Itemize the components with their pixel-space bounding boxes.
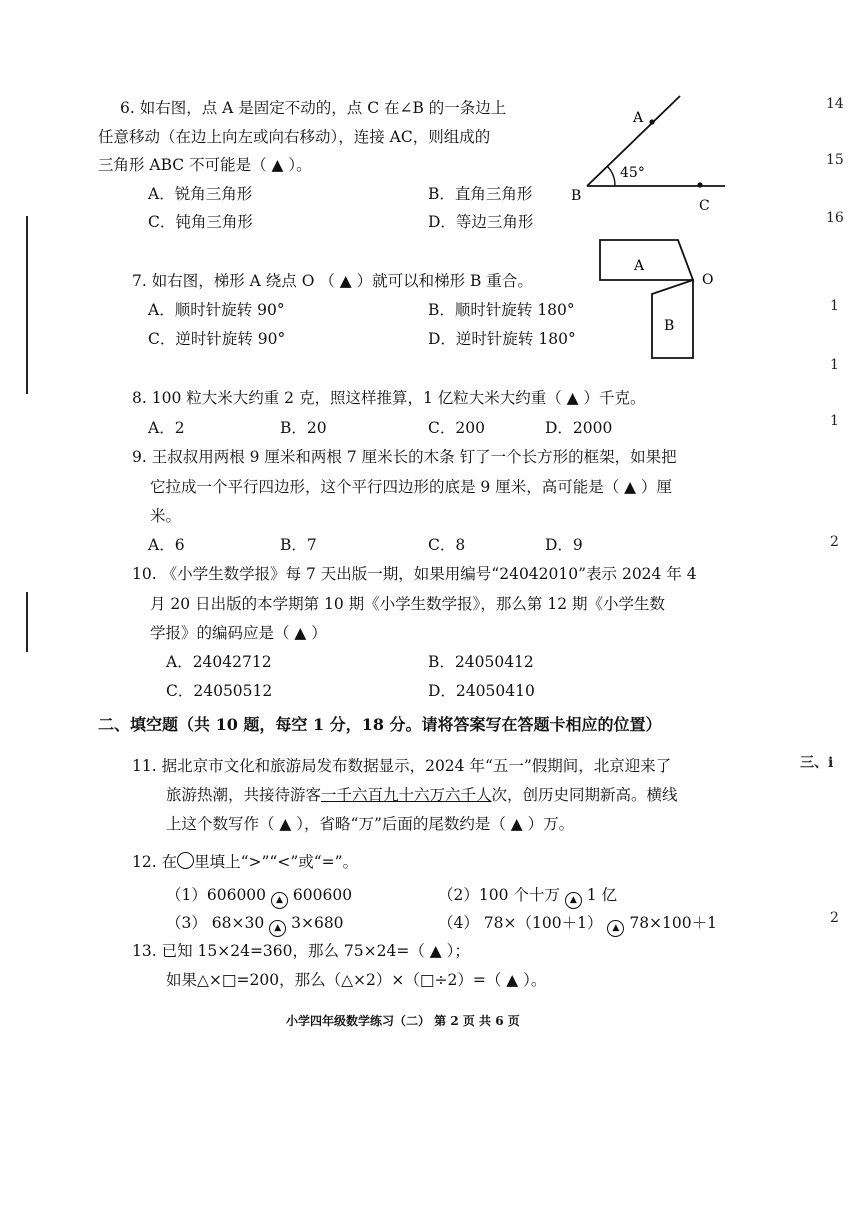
q12-item-2 [438, 885, 617, 909]
binding-bracket-bottom [26, 592, 28, 652]
q9-line-1: 9. 王叔叔用两根 9 厘米和两根 7 厘米长的木条 钉了一个长方形的框架，如果把 [132, 448, 677, 466]
q12-stem [132, 852, 358, 872]
q12-item-2-right: 1 亿 [586, 886, 618, 904]
q7-option-d: D．逆时针旋转 180° [428, 330, 576, 348]
q6-line-1: 6. 如右图，点 A 是固定不动的，点 C 在∠B 的一条边上 [120, 99, 507, 117]
q6-angle-figure [565, 90, 735, 220]
q8-option-b: B．20 [280, 419, 327, 437]
q11-underlined-number: 一千六百九十六万六千人 [321, 786, 492, 804]
q6-label-c: C [699, 198, 710, 214]
right-edge-fragment-1: 14 [826, 96, 844, 112]
q10-line-3: 学报》的编码应是（ ▲ ） [150, 624, 327, 642]
triangle-in-circle-icon: ▲ [271, 892, 288, 909]
triangle-in-circle-icon: ▲ [565, 892, 582, 909]
right-edge-fragment-3: 16 [826, 210, 844, 226]
q12-item-1-left: （1）606000 [166, 886, 267, 904]
q10-option-a: A．24042712 [166, 653, 272, 671]
right-edge-fragment-9: 2 [830, 910, 839, 926]
q6-line-3: 三角形 ABC 不可能是（ ▲ ）。 [98, 156, 312, 174]
q13-line-1: 13. 已知 15×24=360，那么 75×24=（ ▲ ）； [132, 942, 470, 960]
q7-option-a: A．顺时针旋转 90° [148, 301, 285, 319]
triangle-in-circle-icon: ▲ [269, 920, 286, 937]
q7-label-a: A [634, 258, 645, 274]
q12-item-4 [438, 913, 717, 937]
q7-option-c: C．逆时针旋转 90° [148, 330, 286, 348]
q6-option-a: A．锐角三角形 [148, 185, 253, 203]
q9-option-b: B．7 [280, 536, 317, 554]
q10-option-d: D．24050410 [428, 682, 535, 700]
q12-item-4-left: （4） 78×（100＋1） [438, 914, 603, 932]
q11-line-2-start: 旅游热潮，共接待游客 [166, 786, 322, 804]
q11-line-1: 11. 据北京市文化和旅游局发布数据显示，2024 年“五一”假期间，北京迎来了 [132, 757, 672, 775]
q6-label-b: B [571, 188, 582, 204]
q10-option-c: C．24050512 [166, 682, 273, 700]
q6-option-b: B．直角三角形 [428, 185, 533, 203]
q12-item-3-left: （3） 68×30 [166, 914, 265, 932]
q13-line-2: 如果△×□=200，那么（△×2）×（□÷2）=（ ▲ ）。 [166, 971, 547, 989]
right-edge-fragment-2: 15 [826, 152, 844, 168]
q8-line: 8. 100 粒大米大约重 2 克，照这样推算，1 亿粒大米大约重（ ▲ ）千克。 [132, 389, 646, 407]
q6-option-d: D．等边三角形 [428, 213, 534, 231]
q6-line-2: 任意移动（在边上向左或向右移动），连接 AC，则组成的 [98, 128, 491, 146]
q11-line-3: 上这个数写作（ ▲ ），省略“万”后面的尾数约是（ ▲ ）万。 [166, 815, 575, 833]
q10-line-2: 月 20 日出版的本学期第 10 期《小学生数学报》，那么第 12 期《小学生数 [150, 595, 665, 613]
q12-item-2-left: （2）100 个十万 [438, 886, 560, 904]
q10-line-1: 10. 《小学生数学报》每 7 天出版一期，如果用编号“24042010”表示 2024 年 4 [132, 565, 697, 583]
q7-line: 7. 如右图，梯形 A 绕点 O （ ▲ ）就可以和梯形 B 重合。 [132, 272, 533, 290]
q9-line-2: 它拉成一个平行四边形，这个平行四边形的底是 9 厘米，高可能是（ ▲ ）厘 [150, 478, 672, 496]
q9-option-a: A．6 [148, 536, 185, 554]
q6-angle-label: 45° [620, 165, 645, 181]
q7-trapezoid-figure [590, 232, 730, 367]
right-edge-fragment-4: 1 [830, 298, 839, 314]
q8-option-c: C．200 [428, 419, 485, 437]
q6-option-c: C．钝角三角形 [148, 213, 253, 231]
page-footer: 小学四年级数学练习（二） 第 2 页 共 6 页 [286, 1014, 520, 1028]
empty-circle-icon [177, 852, 194, 869]
q6-label-a: A [633, 110, 644, 126]
q12-item-1 [166, 885, 352, 909]
section-2-heading: 二、填空题（共 10 题，每空 1 分，18 分。请将答案写在答题卡相应的位置） [98, 715, 662, 734]
q7-label-b: B [664, 318, 675, 334]
q12-item-3-right: 3×680 [291, 914, 344, 932]
right-edge-fragment-7: 2 [830, 534, 839, 550]
q9-option-d: D．9 [545, 536, 583, 554]
q7-label-o: O [702, 272, 714, 288]
q12-stem-start: 12. 在 [132, 853, 178, 871]
binding-bracket-top [26, 216, 28, 394]
right-edge-fragment-8: 三、i [800, 755, 834, 771]
triangle-in-circle-icon: ▲ [607, 920, 624, 937]
q8-option-a: A．2 [148, 419, 185, 437]
right-edge-fragment-5: 1 [830, 357, 839, 373]
q9-option-c: C．8 [428, 536, 466, 554]
q11-line-2-end: 次，创历史同期新高。横线 [491, 786, 678, 804]
q12-stem-end: 里填上“>”“<”或“=”。 [194, 853, 359, 871]
q11-line-2 [166, 785, 678, 805]
q12-item-1-right: 600600 [292, 886, 353, 904]
q10-option-b: B．24050412 [428, 653, 534, 671]
q9-line-3: 米。 [150, 507, 182, 525]
q12-item-4-right: 78×100＋1 [629, 914, 717, 932]
q12-item-3 [166, 913, 344, 937]
q7-option-b: B．顺时针旋转 180° [428, 301, 575, 319]
q8-option-d: D．2000 [545, 419, 613, 437]
right-edge-fragment-6: 1 [830, 413, 839, 429]
